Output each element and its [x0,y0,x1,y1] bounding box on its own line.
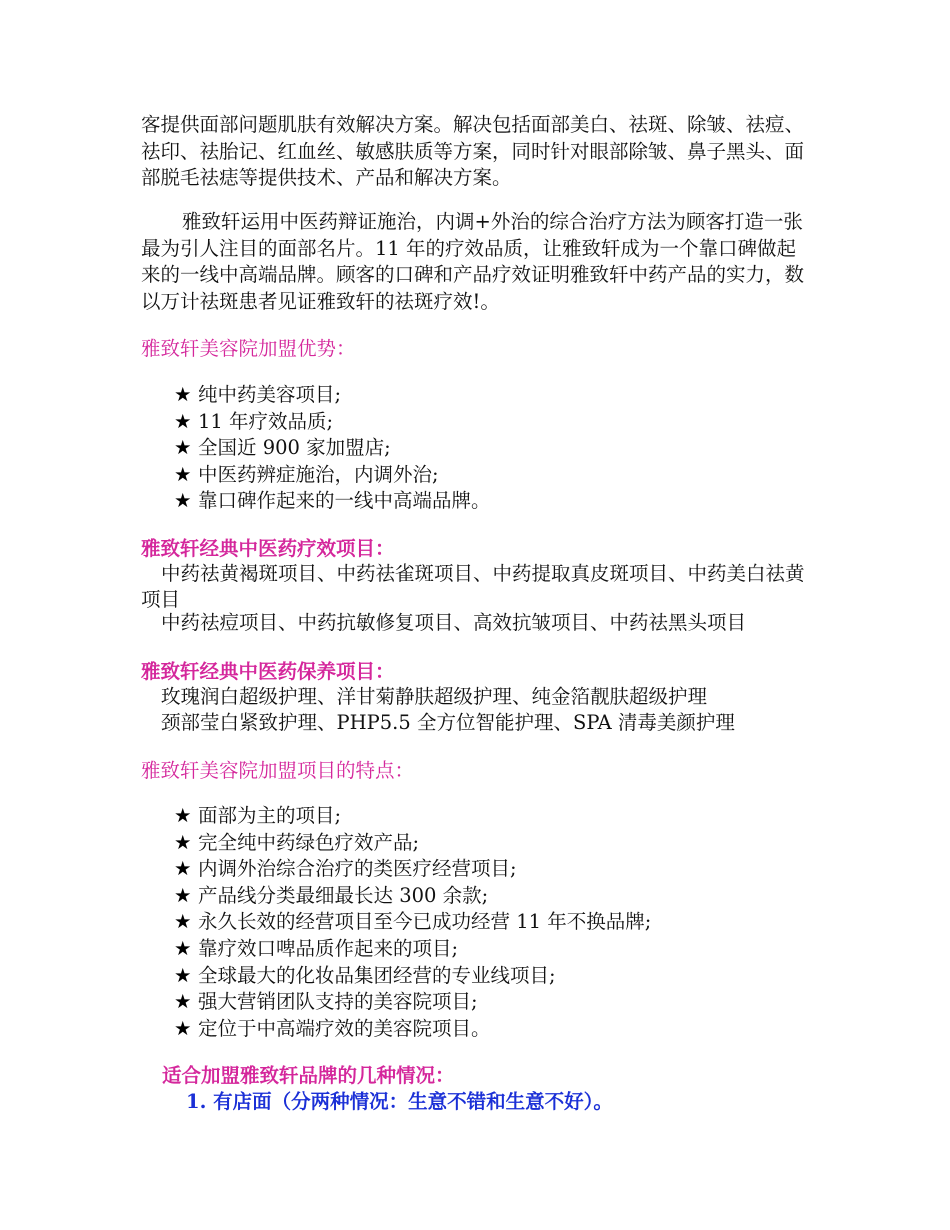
method-paragraph: 雅致轩运用中医药辩证施治，内调+外治的综合治疗方法为顾客打造一张最为引人注目的面部名片。11 年的疗效品质，让雅致轩成为一个靠口碑做起来的一线中高端品牌。顾客的口碑和产品疗效证明雅致轩中药产品的实力，数以万计祛斑患者见证雅致轩的祛斑疗效!。 [141,210,805,313]
list-item: ★ 完全纯中药绿色疗效产品; [174,830,651,857]
list-item: ★ 纯中药美容项目; [174,382,491,409]
star-icon: ★ [174,830,192,854]
star-icon: ★ [174,462,192,486]
classic-efficacy-line: 中药祛痘项目、中药抗敏修复项目、高效抗皱项目、中药祛黑头项目 [161,611,747,634]
star-icon: ★ [174,436,192,460]
list-item: ★ 靠口碑作起来的一线中高端品牌。 [174,488,491,515]
classic-efficacy-heading: 雅致轩经典中医药疗效项目： [141,537,395,560]
star-icon: ★ [174,963,192,987]
classic-care-line: 玫瑰润白超级护理、洋甘菊静肤超级护理、纯金箔靓肤超级护理 [161,685,708,708]
features-list [174,803,651,1042]
list-item: ★ 定位于中高端疗效的美容院项目。 [174,1016,651,1043]
star-icon: ★ [174,910,192,934]
list-item: ★ 中医药辨症施治，内调外治; [174,462,491,489]
features-heading: 雅致轩美容院加盟项目的特点： [141,759,415,782]
star-icon: ★ [174,857,192,881]
list-item: ★ 11 年疗效品质; [174,409,491,436]
advantages-list [174,382,491,515]
star-icon: ★ [174,804,192,827]
list-item: ★ 全球最大的化妆品集团经营的专业线项目; [174,963,651,990]
list-item: ★ 产品线分类最细最长达 300 余款; [174,883,651,910]
star-icon: ★ [174,990,192,1014]
list-item: ★ 靠疗效口啤品质作起来的项目; [174,936,651,963]
star-icon: ★ [174,1016,192,1040]
classic-efficacy-line: 中药祛黄褐斑项目、中药祛雀斑项目、中药提取真皮斑项目、中药美白祛黄项目 [141,562,805,611]
suitable-item-1: 1. 有店面（分两种情况：生意不错和生意不好）。 [186,1090,613,1113]
star-icon: ★ [174,409,192,433]
suitable-heading: 适合加盟雅致轩品牌的几种情况： [162,1064,455,1087]
classic-care-heading: 雅致轩经典中医药保养项目： [141,660,395,683]
list-item: ★ 强大营销团队支持的美容院项目; [174,989,651,1016]
list-item: ★ 内调外治综合治疗的类医疗经营项目; [174,856,651,883]
classic-care-line: 颈部莹白紧致护理、PHP5.5 全方位智能护理、SPA 清毒美颜护理 [161,711,735,734]
star-icon: ★ [174,936,192,960]
star-icon: ★ [174,383,192,406]
advantages-heading: 雅致轩美容院加盟优势： [141,337,356,360]
list-item: ★ 面部为主的项目; [174,803,651,830]
star-icon: ★ [174,489,192,513]
list-item: ★ 全国近 900 家加盟店; [174,435,491,462]
star-icon: ★ [174,883,192,907]
intro-paragraph: 客提供面部问题肌肤有效解决方案。解决包括面部美白、祛斑、除皱、祛痘、祛印、祛胎记、红血丝、敏感肤质等方案，同时针对眼部除皱、鼻子黑头、面部脱毛祛痣等提供技术、产品和解决方案。 [141,113,805,189]
list-item: ★ 永久长效的经营项目至今已成功经营 11 年不换品牌; [174,909,651,936]
